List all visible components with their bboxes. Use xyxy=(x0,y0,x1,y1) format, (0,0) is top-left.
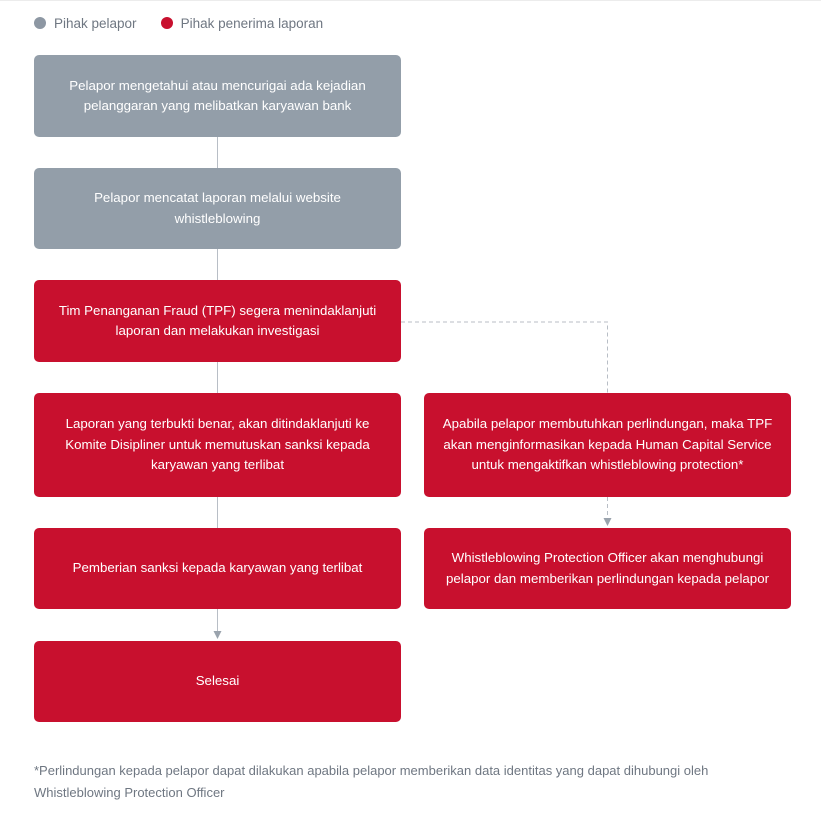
legend-label-reporter: Pihak pelapor xyxy=(54,15,137,31)
arrowhead-branch2 xyxy=(604,518,612,526)
step-6-text: Selesai xyxy=(195,673,240,689)
branch-1-box xyxy=(424,393,791,497)
step-5-text: Pemberian sanksi kepada karyawan yang terlibat xyxy=(72,560,363,576)
step-3-box xyxy=(34,280,401,362)
step-3-text: Tim Penanganan Fraud (TPF) segera menindaklanjuti laporan dan melakukan investigasi xyxy=(58,302,377,338)
step-4-text: Laporan yang terbukti benar, akan ditindaklanjuti ke Komite Disipliner untuk memutuskan sanksi kepada karyawan yang terlibat xyxy=(65,416,370,473)
legend-label-receiver: Pihak penerima laporan xyxy=(180,15,324,31)
step-5-box xyxy=(34,528,401,609)
step-2-box xyxy=(34,168,401,249)
step-4-box xyxy=(34,393,401,497)
branch-2-box xyxy=(424,528,791,609)
step-6-box xyxy=(34,641,401,722)
dashed-connector-step3-branch1 xyxy=(401,322,608,393)
footnote: *Perlindungan kepada pelapor dapat dilakukan apabila pelapor memberikan data identitas yang dapat dihubungi oleh Whistleblowing Protection Officer xyxy=(34,763,709,800)
step-1-box xyxy=(34,55,401,137)
step-1-text: Pelapor mengetahui atau mencurigai ada kejadian pelanggaran yang melibatkan karyawan bank xyxy=(69,77,366,113)
arrowhead-step6 xyxy=(214,631,222,639)
branch-1-text: Apabila pelapor membutuhkan perlindungan, maka TPF akan menginformasikan kepada Human Capital Service untuk mengaktifkan whistleblowing protection* xyxy=(442,416,773,473)
step-2-text: Pelapor mencatat laporan melalui website whistleblowing xyxy=(94,190,341,226)
branch-2-text: Whistleblowing Protection Officer akan menghubungi pelapor dan memberikan perlindungan kepada pelapor xyxy=(445,550,770,586)
